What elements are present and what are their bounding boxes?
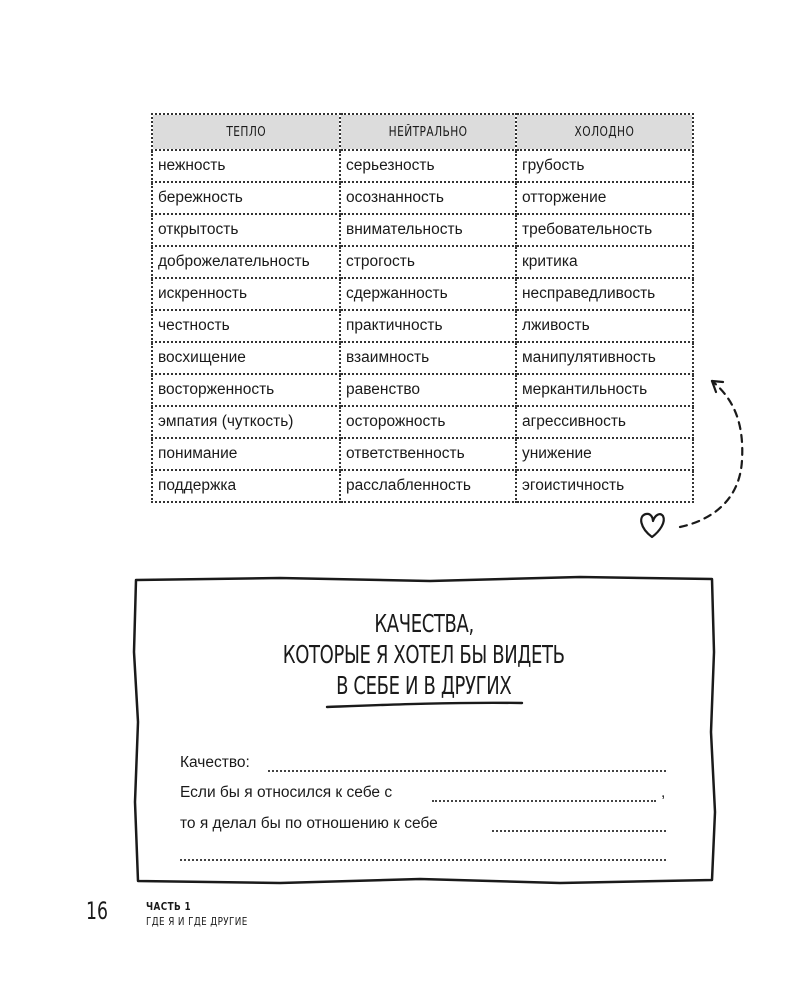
cell-cold: манипулятивность <box>516 342 693 374</box>
table-row <box>152 246 693 278</box>
table-row <box>152 438 693 470</box>
cell-cold: унижение <box>516 438 693 470</box>
cell-cold: эгоистичность <box>516 470 693 502</box>
quality-field[interactable] <box>268 770 666 772</box>
cell-warm: восторженность <box>152 374 340 406</box>
cell-neutral: равенство <box>340 374 516 406</box>
cell-warm: доброжелательность <box>152 246 340 278</box>
table-row <box>152 214 693 246</box>
table-header-row <box>152 114 693 150</box>
card-title-line-3: В СЕБЕ И В ДРУГИХ <box>336 671 512 700</box>
cell-cold: грубость <box>516 150 693 182</box>
cell-warm: искренность <box>152 278 340 310</box>
table-row <box>152 150 693 182</box>
qualities-table-container <box>151 113 692 503</box>
cell-cold: несправедливость <box>516 278 693 310</box>
cell-cold: агрессивность <box>516 406 693 438</box>
cell-neutral: серьезность <box>340 150 516 182</box>
cell-cold: критика <box>516 246 693 278</box>
quality-label: Качество: <box>180 754 250 771</box>
cell-neutral: строгость <box>340 246 516 278</box>
then-label: то я делал бы по отношению к себе <box>180 815 438 832</box>
table-row <box>152 374 693 406</box>
table-row <box>152 406 693 438</box>
then-field[interactable] <box>492 830 666 832</box>
cell-neutral: осознанность <box>340 182 516 214</box>
header-cold: ХОЛОДНО <box>516 114 693 150</box>
cell-warm: бережность <box>152 182 340 214</box>
cell-warm: нежность <box>152 150 340 182</box>
cell-cold: лживость <box>516 310 693 342</box>
footer-chapter: ГДЕ Я И ГДЕ ДРУГИЕ <box>146 915 248 928</box>
cell-neutral: сдержанность <box>340 278 516 310</box>
table-row <box>152 182 693 214</box>
cell-warm: поддержка <box>152 470 340 502</box>
table-row <box>152 310 693 342</box>
card-title-line-2: КОТОРЫЕ Я ХОТЕЛ БЫ ВИДЕТЬ <box>283 640 565 669</box>
cell-cold: меркантильность <box>516 374 693 406</box>
cell-neutral: внимательность <box>340 214 516 246</box>
cell-warm: понимание <box>152 438 340 470</box>
cell-cold: требовательность <box>516 214 693 246</box>
cell-neutral: ответственность <box>340 438 516 470</box>
cell-cold: отторжение <box>516 182 693 214</box>
cell-neutral: расслабленность <box>340 470 516 502</box>
header-neutral: НЕЙТРАЛЬНО <box>340 114 516 150</box>
continuation-field[interactable] <box>180 859 666 861</box>
if-comma: , <box>661 784 666 801</box>
cell-neutral: взаимность <box>340 342 516 374</box>
if-field[interactable] <box>432 800 656 802</box>
qualities-table <box>151 113 694 503</box>
cell-warm: открытость <box>152 214 340 246</box>
footer-part: ЧАСТЬ 1 <box>146 900 192 913</box>
header-warm: ТЕПЛО <box>152 114 340 150</box>
heart-icon <box>641 514 664 537</box>
cell-warm: восхищение <box>152 342 340 374</box>
cell-neutral: осторожность <box>340 406 516 438</box>
cell-warm: эмпатия (чуткость) <box>152 406 340 438</box>
if-label: Если бы я относился к себе с <box>180 784 393 801</box>
table-row <box>152 278 693 310</box>
page-number: 16 <box>86 897 108 925</box>
table-row <box>152 470 693 502</box>
cell-neutral: практичность <box>340 310 516 342</box>
card-title-line-1: КАЧЕСТВА, <box>374 609 474 638</box>
table-row <box>152 342 693 374</box>
cell-warm: честность <box>152 310 340 342</box>
